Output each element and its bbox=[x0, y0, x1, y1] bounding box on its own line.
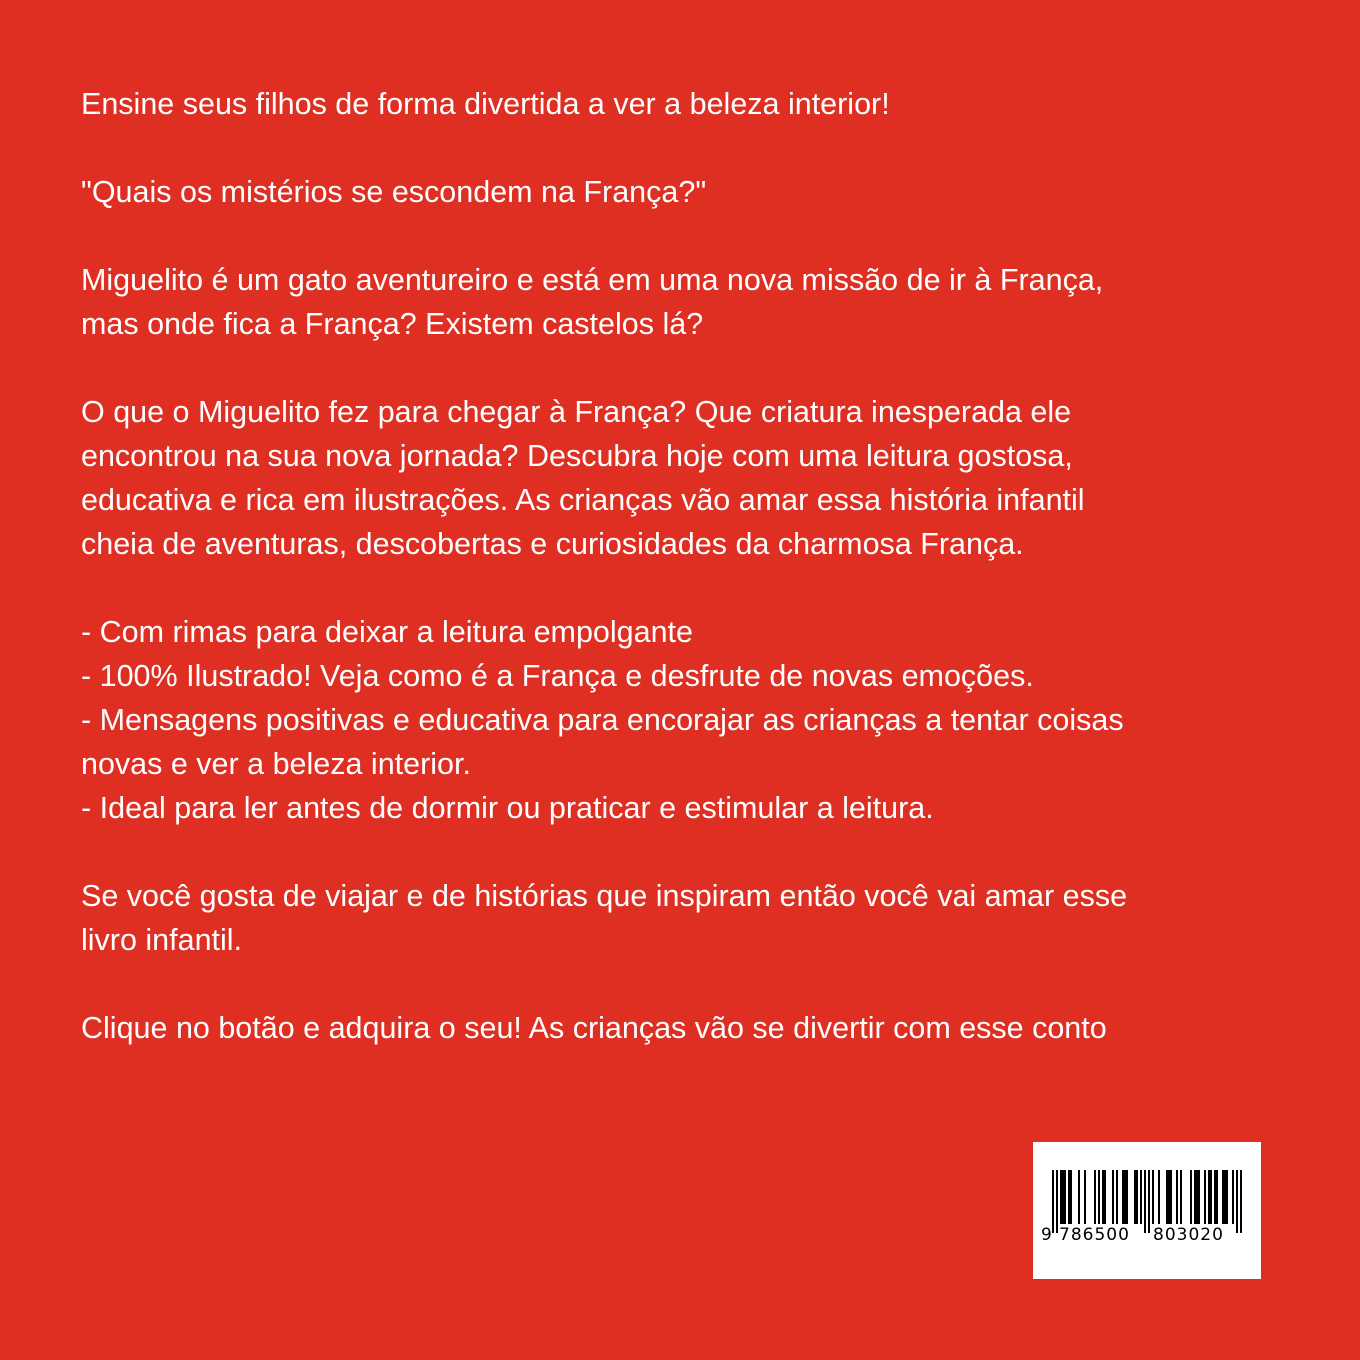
barcode-bar bbox=[1064, 1170, 1066, 1224]
isbn-barcode bbox=[1033, 1142, 1261, 1279]
barcode-bar bbox=[1240, 1170, 1242, 1233]
barcode-bar bbox=[1236, 1170, 1238, 1233]
barcode-group-2: 803020 bbox=[1153, 1225, 1224, 1245]
barcode-bar bbox=[1216, 1170, 1218, 1224]
barcode-bar bbox=[1170, 1170, 1172, 1224]
barcode-first-digit: 9 bbox=[1041, 1225, 1053, 1245]
description-text bbox=[81, 82, 1281, 1050]
barcode-bar bbox=[1176, 1170, 1178, 1224]
barcode-bars bbox=[1033, 1142, 1261, 1279]
barcode-bar bbox=[1168, 1170, 1170, 1224]
barcode-bar bbox=[1144, 1170, 1146, 1233]
barcode-bar bbox=[1204, 1170, 1206, 1224]
paragraph-2-line-2: encontrou na sua nova jornada? Descubra hoje com uma leitura gostosa, bbox=[81, 439, 1073, 473]
barcode-bar bbox=[1136, 1170, 1138, 1224]
bullet-3-line-1: - Mensagens positivas e educativa para encorajar as crianças a tentar coisas bbox=[81, 703, 1124, 737]
barcode-bar bbox=[1078, 1170, 1080, 1224]
barcode-bar bbox=[1084, 1170, 1086, 1224]
barcode-bar bbox=[1214, 1170, 1216, 1224]
paragraph-3-line-2: livro infantil. bbox=[81, 923, 243, 957]
barcode-bar bbox=[1194, 1170, 1196, 1224]
bullet-1: - Com rimas para deixar a leitura empolgante bbox=[81, 615, 693, 649]
bullet-3-line-2: novas e ver a beleza interior. bbox=[81, 747, 471, 781]
barcode-bar bbox=[1060, 1170, 1062, 1224]
barcode-bar bbox=[1158, 1170, 1160, 1224]
barcode-bar bbox=[1056, 1170, 1058, 1233]
barcode-bar bbox=[1198, 1170, 1200, 1224]
barcode-bar bbox=[1134, 1170, 1136, 1224]
closing-line: Clique no botão e adquira o seu! As crianças vão se divertir com esse conto bbox=[81, 1011, 1107, 1045]
barcode-bar bbox=[1208, 1170, 1210, 1224]
paragraph-2-line-1: O que o Miguelito fez para chegar à França? Que criatura inesperada ele bbox=[81, 395, 1072, 429]
barcode-bar bbox=[1068, 1170, 1070, 1224]
barcode-bar bbox=[1148, 1170, 1150, 1233]
barcode-bar bbox=[1052, 1170, 1054, 1233]
barcode-bar bbox=[1122, 1170, 1124, 1224]
barcode-bar bbox=[1224, 1170, 1226, 1224]
barcode-bar bbox=[1124, 1170, 1126, 1224]
barcode-bar bbox=[1166, 1170, 1168, 1224]
barcode-bar bbox=[1196, 1170, 1198, 1224]
intro-line: Ensine seus filhos de forma divertida a ver a beleza interior! bbox=[81, 87, 890, 121]
paragraph-2-line-4: cheia de aventuras, descobertas e curiosidades da charmosa França. bbox=[81, 527, 1024, 561]
barcode-bar bbox=[1098, 1170, 1100, 1224]
barcode-bar bbox=[1140, 1170, 1142, 1224]
paragraph-1-line-2: mas onde fica a França? Existem castelos lá? bbox=[81, 307, 704, 341]
barcode-bar bbox=[1152, 1170, 1154, 1224]
barcode-bar bbox=[1112, 1170, 1114, 1224]
barcode-digits bbox=[1033, 1225, 1261, 1249]
barcode-bar bbox=[1180, 1170, 1182, 1224]
paragraph-1-line-1: Miguelito é um gato aventureiro e está em uma nova missão de ir à França, bbox=[81, 263, 1104, 297]
paragraph-3-line-1: Se você gosta de viajar e de histórias que inspiram então você vai amar esse bbox=[81, 879, 1128, 913]
barcode-bar bbox=[1222, 1170, 1224, 1224]
bullet-2: - 100% Ilustrado! Veja como é a França e desfrute de novas emoções. bbox=[81, 659, 1034, 693]
question-line: "Quais os mistérios se escondem na França?" bbox=[81, 175, 707, 209]
barcode-bar bbox=[1094, 1170, 1096, 1224]
barcode-group-1: 786500 bbox=[1059, 1225, 1130, 1245]
barcode-bar bbox=[1210, 1170, 1212, 1224]
barcode-bar bbox=[1062, 1170, 1064, 1224]
barcode-bar bbox=[1102, 1170, 1104, 1224]
barcode-bar bbox=[1126, 1170, 1128, 1224]
barcode-bar bbox=[1232, 1170, 1234, 1224]
paragraph-2-line-3: educativa e rica em ilustrações. As crianças vão amar essa história infantil bbox=[81, 483, 1085, 517]
barcode-bar bbox=[1116, 1170, 1118, 1224]
bullet-4: - Ideal para ler antes de dormir ou praticar e estimular a leitura. bbox=[81, 791, 934, 825]
barcode-bar bbox=[1070, 1170, 1072, 1224]
barcode-bar bbox=[1104, 1170, 1106, 1224]
barcode-bar bbox=[1226, 1170, 1228, 1224]
barcode-bar bbox=[1190, 1170, 1192, 1224]
